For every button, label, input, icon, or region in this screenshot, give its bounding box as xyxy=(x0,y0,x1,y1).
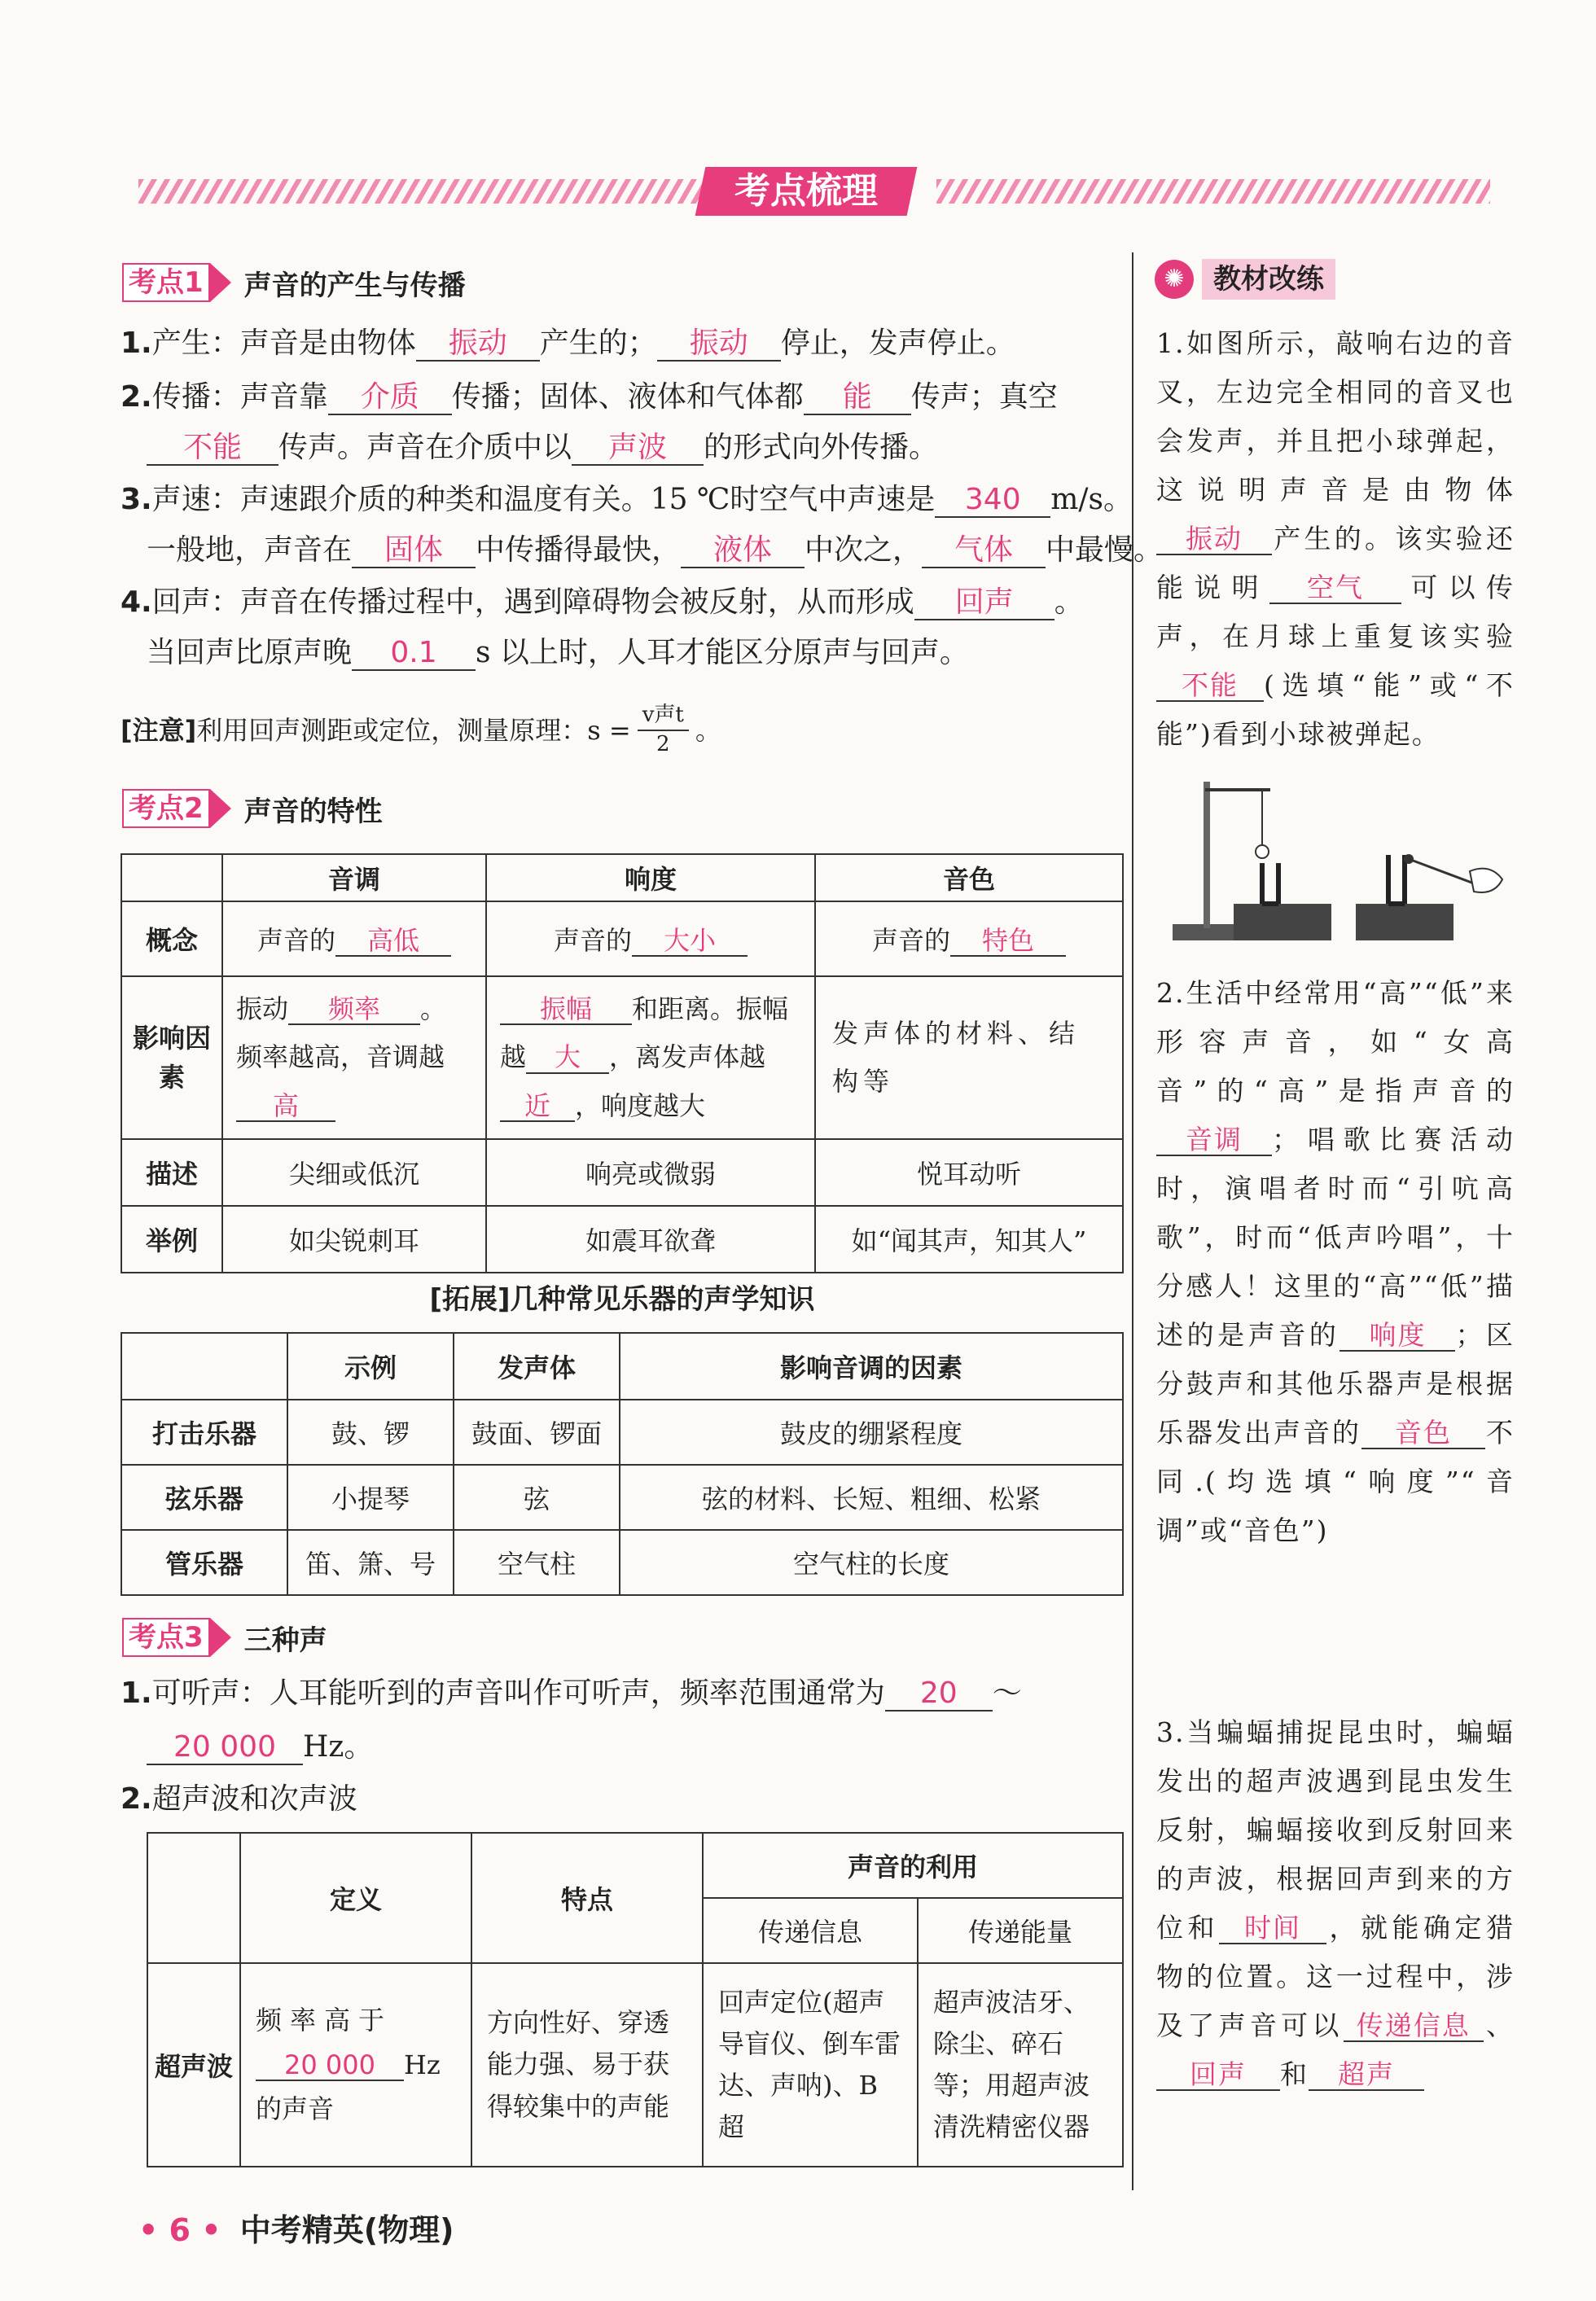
table-cell: 如震耳欲聋 xyxy=(486,1206,815,1273)
table-cell: 弦的材料、长短、粗细、松紧 xyxy=(620,1465,1123,1530)
answer-blank: 340 xyxy=(935,484,1050,518)
table-cell xyxy=(486,901,815,976)
kd1-line4 xyxy=(121,479,1133,521)
table-cell: 尖细或低沉 xyxy=(222,1139,486,1206)
text-span: 振幅 xyxy=(500,995,632,1025)
fork-left xyxy=(1262,863,1278,904)
table-cell: 鼓皮的绷紧程度 xyxy=(620,1400,1123,1465)
text-span: m/s。 xyxy=(1050,483,1133,516)
kd3-line2 xyxy=(147,1726,373,1768)
text-span: 3.当蝙蝠捕捉昆虫时，蝙蝠发出的超声波遇到昆虫发生反射，蝙蝠接收到反射回来的声波，根据回声到来的方位和 xyxy=(1156,1716,1515,1944)
ultrasound-table xyxy=(147,1832,1124,2167)
text-span: 2. xyxy=(121,380,152,414)
table-cell: 定义 xyxy=(240,1833,471,1963)
text-span: 大 xyxy=(526,1043,609,1073)
table-cell: 传递信息 xyxy=(703,1898,918,1963)
kd1-line1 xyxy=(121,322,1015,365)
section-title: 考点梳理 xyxy=(734,170,878,212)
text-span: 传播：声音靠 xyxy=(151,380,328,414)
text-span: ，就能确定猎物的位置。这一过程中，涉及了声音可以 xyxy=(1156,1912,1515,2041)
kd1-line7 xyxy=(147,632,969,674)
fraction-numerator: v声t xyxy=(638,702,689,731)
text-span: 传声。声音在介质中以 xyxy=(278,431,572,464)
table-cell: 悦耳动听 xyxy=(815,1139,1123,1206)
text-span: 中最慢。 xyxy=(1046,533,1164,567)
text-span: 大小 xyxy=(632,927,748,957)
text-span: Hz。 xyxy=(303,1730,374,1764)
book-title: 中考精英(物理) xyxy=(239,2212,454,2248)
text-span: 4. xyxy=(121,585,152,619)
text-span: 特色 xyxy=(950,927,1066,957)
extension-title: [拓展]几种常见乐器的声学知识 xyxy=(429,1283,815,1316)
table-cell: 弦 xyxy=(454,1465,620,1530)
table-cell: 打击乐器 xyxy=(121,1400,287,1465)
sidebar-q2 xyxy=(1156,969,1515,1555)
text-span: 音色 xyxy=(1361,1418,1485,1449)
instrument-table xyxy=(121,1332,1124,1596)
text-span: 回声 xyxy=(1156,2060,1280,2091)
sidebar-q1 xyxy=(1156,319,1515,759)
answer-blank: 气体 xyxy=(922,534,1046,568)
pendulum-ball xyxy=(1256,845,1269,858)
text-span: 产生的； xyxy=(539,327,657,360)
text-span: 2. xyxy=(121,1782,152,1816)
mallet-head xyxy=(1404,854,1414,864)
kd1-line5 xyxy=(147,529,1163,572)
table-cell: 如“闻其声，知其人” xyxy=(815,1206,1123,1273)
answer-blank: 回声 xyxy=(914,586,1054,620)
table-cell: 概念 xyxy=(121,901,222,976)
table-cell: 特点 xyxy=(471,1833,703,1963)
answer-blank: 能 xyxy=(804,381,911,415)
text-span: 高 xyxy=(236,1092,335,1122)
table-cell: 响亮或微弱 xyxy=(486,1139,815,1206)
table-cell: 空气柱的长度 xyxy=(620,1530,1123,1595)
text-span: 一般地，声音在 xyxy=(147,533,353,567)
answer-blank: 介质 xyxy=(328,381,452,415)
text-span: 中次之， xyxy=(805,533,923,567)
answer-blank: 声波 xyxy=(572,432,704,466)
footer xyxy=(138,2205,454,2250)
sidebar-q3 xyxy=(1156,1708,1515,2099)
text-span: 当回声比原声晚 xyxy=(147,636,353,669)
text-span: 空气 xyxy=(1269,573,1401,604)
kd2-arrow-icon xyxy=(210,789,231,828)
text-span: 振动 xyxy=(1156,524,1272,555)
kd3-line3 xyxy=(121,1778,357,1821)
text-span: 、 xyxy=(1483,2010,1515,2041)
answer-blank: 20 xyxy=(885,1677,993,1712)
text-span xyxy=(638,702,689,759)
answer-blank: 液体 xyxy=(681,534,805,568)
text-span: 1. xyxy=(121,327,152,360)
table-cell: 鼓、锣 xyxy=(287,1400,454,1465)
fraction-denominator: 2 xyxy=(656,731,670,756)
table-cell: 笛、箫、号 xyxy=(287,1530,454,1595)
kd1-line3 xyxy=(147,427,938,469)
text-span: 和距离。振幅越 xyxy=(500,993,789,1073)
text-span: 。 xyxy=(695,714,721,746)
kd2-tag: 考点2 xyxy=(122,789,210,828)
table-cell: 鼓面、锣面 xyxy=(454,1400,620,1465)
sidebar-title: 教材改练 xyxy=(1202,259,1335,300)
lightbulb-icon: ✺ xyxy=(1155,260,1194,299)
table-cell: 发声体 xyxy=(454,1333,620,1400)
table-cell: 小提琴 xyxy=(287,1465,454,1530)
kd1-arrow-icon xyxy=(210,263,231,302)
table-cell: 音调 xyxy=(222,854,486,901)
kd1-line6 xyxy=(121,581,1084,624)
section-banner xyxy=(695,167,918,216)
kd3-arrow-icon xyxy=(210,1618,231,1657)
table-cell: 弦乐器 xyxy=(121,1465,287,1530)
sidebar-divider xyxy=(1132,252,1133,2190)
text-span: 。频率越高，音调越 xyxy=(236,993,447,1073)
table-cell: 空气柱 xyxy=(454,1530,620,1595)
hand-icon xyxy=(1470,869,1502,892)
text-span: 。 xyxy=(1054,585,1084,619)
text-span: 2.生活中经常用“高”“低”来形容声音，如“女高音”的“高”是指声音的 xyxy=(1156,977,1515,1107)
text-span: 和 xyxy=(1280,2058,1309,2090)
text-span: 产生：声音是由物体 xyxy=(151,327,416,360)
text-span: 高低 xyxy=(335,927,451,957)
table-cell: 示例 xyxy=(287,1333,454,1400)
text-span: 停止，发声停止。 xyxy=(780,327,1015,360)
answer-blank: 振动 xyxy=(657,327,781,362)
table-cell: 方向性好、穿透能力强、易于获得较集中的声能 xyxy=(471,1963,703,2167)
text-span: 利用回声测距或定位，测量原理：s = xyxy=(196,714,631,746)
text-span: 产生的。该实验还能说明 xyxy=(1156,523,1515,603)
text-span: 超声 xyxy=(1309,2060,1424,2091)
answer-blank: 振动 xyxy=(416,327,540,362)
table-cell xyxy=(486,976,815,1139)
text-span: 时间 xyxy=(1219,1913,1326,1944)
table-cell: 超声波 xyxy=(147,1963,240,2167)
text-span: 响度 xyxy=(1340,1321,1455,1352)
table-cell: 音色 xyxy=(815,854,1123,901)
table-cell: 举例 xyxy=(121,1206,222,1273)
text-span: 振动 xyxy=(236,993,289,1025)
table-cell: 影响音调的因素 xyxy=(620,1333,1123,1400)
table-cell: 声音的利用 xyxy=(703,1833,1123,1898)
text-span: 声音的 xyxy=(256,925,335,956)
text-span: 声速：声速跟介质的种类和温度有关。15 ℃时空气中声速是 xyxy=(151,483,936,516)
text-span: 音调 xyxy=(1156,1125,1272,1156)
header-stripes-left xyxy=(138,179,708,204)
text-span: 20 000 xyxy=(256,2051,404,2081)
text-span: 中传播得最快， xyxy=(476,533,682,567)
table-cell: 如尖锐刺耳 xyxy=(222,1206,486,1273)
kd1-tag: 考点1 xyxy=(122,263,210,302)
table-cell xyxy=(121,1333,287,1400)
box-left xyxy=(1234,904,1331,940)
kd1-heading xyxy=(122,262,466,303)
table-cell: 发声体的材料、结构等 xyxy=(815,976,1123,1139)
table-cell xyxy=(222,976,486,1139)
kd2-heading xyxy=(122,788,383,829)
kd1-title: 声音的产生与传播 xyxy=(243,269,466,302)
text-span: s 以上时，人耳才能区分原声与回声。 xyxy=(476,636,969,669)
text-span: 传递信息 xyxy=(1344,2011,1484,2042)
text-span: 1.如图所示，敲响右边的音叉，左边完全相同的音叉也会发声，并且把小球弹起，这说明声音是由物体 xyxy=(1156,327,1515,506)
sidebar-heading xyxy=(1155,259,1335,300)
text-span: 声音的 xyxy=(871,925,950,956)
box-right xyxy=(1356,904,1454,940)
text-span: 频率高于 xyxy=(256,2005,393,2036)
answer-blank: 不能 xyxy=(147,432,278,466)
page-number: • 6 • xyxy=(138,2212,221,2248)
text-span: 不能 xyxy=(1156,671,1264,702)
text-span: 可以传声，在月球上重复该实验 xyxy=(1156,572,1515,652)
kd3-line1 xyxy=(121,1672,1022,1715)
text-span: 的形式向外传播。 xyxy=(704,431,939,464)
text-span: ，响度越大 xyxy=(575,1089,706,1121)
table-cell xyxy=(121,854,222,901)
text-span: 不同.(均选填“响度”“音调”或“音色”) xyxy=(1156,1417,1515,1546)
kd2-table xyxy=(121,853,1124,1273)
kd3-tag: 考点3 xyxy=(122,1618,210,1657)
header-stripes-right xyxy=(936,179,1490,204)
kd2-title: 声音的特性 xyxy=(243,795,383,828)
kd1-note xyxy=(121,702,721,759)
text-span: 回声：声音在传播过程中，遇到障碍物会被反射，从而形成 xyxy=(151,585,914,619)
text-span: 超声波和次声波 xyxy=(151,1782,357,1816)
text-span: 频率 xyxy=(288,995,420,1025)
table-cell: 描述 xyxy=(121,1139,222,1206)
text-span: ，离发声体越 xyxy=(609,1041,766,1073)
kd3-title: 三种声 xyxy=(243,1624,327,1657)
table-cell xyxy=(147,1833,240,1963)
text-span: 可听声：人耳能听到的声音叫作可听声，频率范围通常为 xyxy=(151,1676,885,1710)
table-cell: 影响因素 xyxy=(121,976,222,1139)
table-cell xyxy=(222,901,486,976)
text-span: 近 xyxy=(500,1092,575,1122)
text-span: ；唱歌比赛活动时，演唱者时而“引吭高歌”，时而“低声吟唱”，十分感人！这里的“高”“低”描述的是声音的 xyxy=(1156,1124,1515,1351)
text-span: 3. xyxy=(121,483,152,516)
text-span: ；区分鼓声和其他乐器声是根据乐器发出声音的 xyxy=(1156,1319,1515,1449)
fork-right xyxy=(1388,855,1405,904)
table-cell: 回声定位(超声导盲仪、倒车雷达、声呐)、B超 xyxy=(703,1963,918,2167)
table-cell: 传递能量 xyxy=(918,1898,1123,1963)
table-cell: 超声波洁牙、除尘、碎石等；用超声波清洗精密仪器 xyxy=(918,1963,1123,2167)
text-span: 的声音 xyxy=(256,2093,335,2125)
text-span: (选填“能”或“不能”)看到小球被弹起。 xyxy=(1156,669,1515,750)
answer-blank: 0.1 xyxy=(352,637,476,671)
kd3-heading xyxy=(122,1617,327,1658)
text-span: 声音的 xyxy=(553,925,632,956)
table-cell: 响度 xyxy=(486,854,815,901)
table-cell xyxy=(240,1963,471,2167)
text-span: [注意] xyxy=(121,714,197,746)
stand-pole xyxy=(1204,782,1210,928)
answer-blank: 固体 xyxy=(352,534,476,568)
answer-blank: 20 000 xyxy=(147,1731,303,1765)
text-span: 传声；真空 xyxy=(910,380,1058,414)
kd1-line2 xyxy=(121,376,1058,419)
table-cell xyxy=(815,901,1123,976)
text-span: 传播；固体、液体和气体都 xyxy=(451,380,804,414)
mallet xyxy=(1409,859,1474,883)
table-cell: 管乐器 xyxy=(121,1530,287,1595)
text-span: Hz xyxy=(404,2049,441,2080)
tuning-fork-figure xyxy=(1164,765,1506,961)
text-span: ～ xyxy=(992,1676,1022,1710)
text-span: 1. xyxy=(121,1676,152,1710)
